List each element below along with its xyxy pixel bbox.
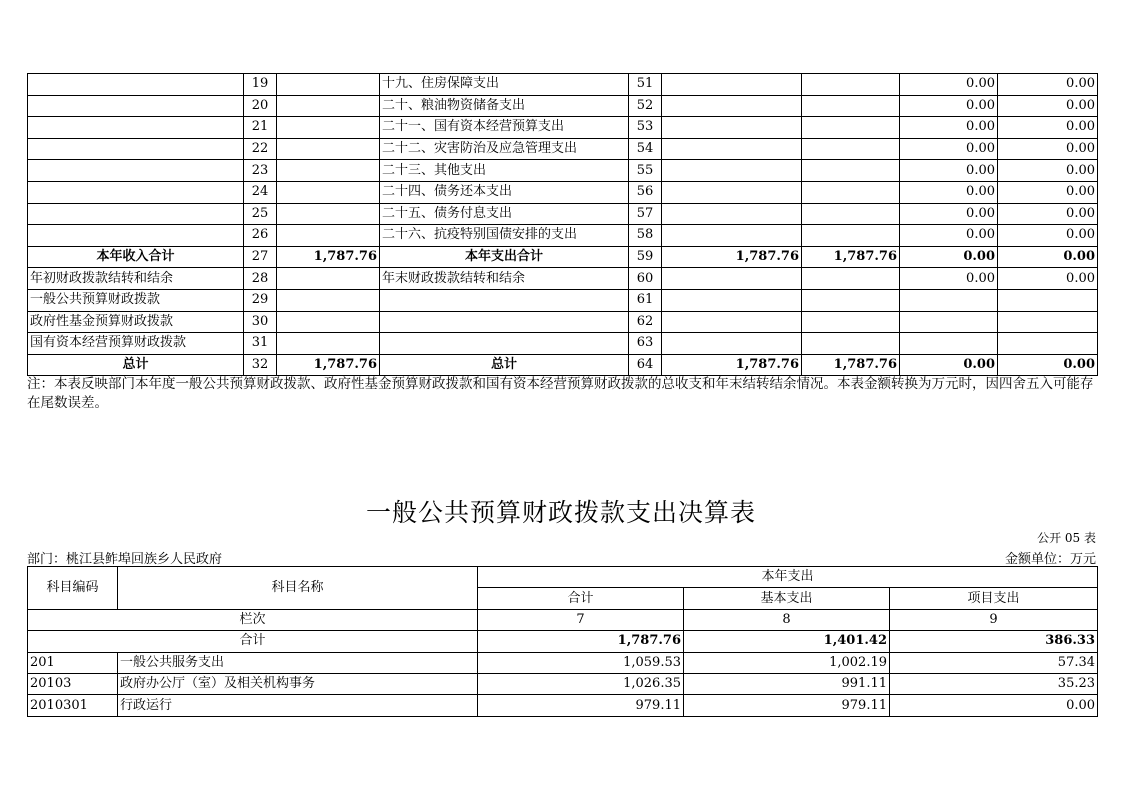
expense-line-no: 60	[629, 268, 662, 290]
row-basic: 991.11	[684, 673, 890, 694]
table-row	[28, 268, 1098, 290]
expense-total	[662, 311, 802, 333]
expense-item-label: 二十六、抗疫特别国债安排的支出	[380, 225, 629, 247]
expense-line-no: 52	[629, 95, 662, 117]
expense-line-no: 51	[629, 74, 662, 96]
header-year-expense: 本年支出	[478, 567, 1098, 588]
subject-code: 2010301	[28, 695, 118, 716]
column-number-label: 栏次	[28, 609, 478, 630]
table-row	[28, 225, 1098, 247]
expenditure-table	[27, 566, 1098, 717]
income-line-no: 32	[244, 354, 277, 376]
expense-general-budget	[802, 117, 900, 139]
table-row	[28, 138, 1098, 160]
expense-line-no: 59	[629, 246, 662, 268]
income-item-label	[28, 160, 244, 182]
income-item-label	[28, 117, 244, 139]
expense-state-capital: 0.00	[998, 117, 1098, 139]
expense-item-label	[380, 333, 629, 355]
expense-state-capital	[998, 289, 1098, 311]
expense-total	[662, 138, 802, 160]
expense-line-no: 54	[629, 138, 662, 160]
expense-state-capital: 0.00	[998, 354, 1098, 376]
expense-item-label: 二十五、债务付息支出	[380, 203, 629, 225]
table-note: 注：本表反映部门本年度一般公共预算财政拨款、政府性基金预算财政拨款和国有资本经营预算财政拨款的总收支和年末结转结余情况。本表金额转换为万元时，因四舍五入可能存在尾数误差。	[27, 376, 1094, 411]
expense-state-capital: 0.00	[998, 181, 1098, 203]
expense-general-budget	[802, 203, 900, 225]
expense-total	[662, 74, 802, 96]
expense-fund-budget: 0.00	[900, 117, 998, 139]
expense-fund-budget: 0.00	[900, 246, 998, 268]
expense-state-capital: 0.00	[998, 225, 1098, 247]
income-amount: 1,787.76	[277, 354, 380, 376]
expense-total: 1,787.76	[662, 246, 802, 268]
column-number-basic: 8	[684, 609, 890, 630]
expense-general-budget	[802, 138, 900, 160]
header-project: 项目支出	[890, 588, 1098, 609]
table-row	[28, 333, 1098, 355]
income-line-no: 25	[244, 203, 277, 225]
income-line-no: 31	[244, 333, 277, 355]
expense-total	[662, 160, 802, 182]
expense-general-budget: 1,787.76	[802, 246, 900, 268]
expense-line-no: 61	[629, 289, 662, 311]
income-amount	[277, 333, 380, 355]
page-title: 一般公共预算财政拨款支出决算表	[365, 498, 756, 527]
income-line-no: 28	[244, 268, 277, 290]
expense-item-label: 二十四、债务还本支出	[380, 181, 629, 203]
expense-fund-budget: 0.00	[900, 203, 998, 225]
income-item-label: 年初财政拨款结转和结余	[28, 268, 244, 290]
expense-fund-budget: 0.00	[900, 95, 998, 117]
expense-fund-budget: 0.00	[900, 74, 998, 96]
income-item-label: 国有资本经营预算财政拨款	[28, 333, 244, 355]
expense-state-capital: 0.00	[998, 74, 1098, 96]
sum-total: 1,787.76	[478, 631, 684, 652]
expense-total	[662, 181, 802, 203]
expense-state-capital	[998, 311, 1098, 333]
expense-general-budget	[802, 333, 900, 355]
income-item-label: 本年收入合计	[28, 246, 244, 268]
income-amount	[277, 203, 380, 225]
expense-item-label	[380, 289, 629, 311]
income-item-label: 政府性基金预算财政拨款	[28, 311, 244, 333]
subject-code: 20103	[28, 673, 118, 694]
expense-state-capital: 0.00	[998, 138, 1098, 160]
expense-state-capital: 0.00	[998, 246, 1098, 268]
expense-general-budget	[802, 311, 900, 333]
row-basic: 1,002.19	[684, 652, 890, 673]
table-row	[28, 95, 1098, 117]
table-row	[28, 74, 1098, 96]
expense-fund-budget: 0.00	[900, 181, 998, 203]
expense-fund-budget	[900, 289, 998, 311]
expense-total: 1,787.76	[662, 354, 802, 376]
row-project: 57.34	[890, 652, 1098, 673]
expense-total	[662, 203, 802, 225]
income-amount	[277, 74, 380, 96]
expense-fund-budget: 0.00	[900, 268, 998, 290]
expense-line-no: 63	[629, 333, 662, 355]
expense-line-no: 56	[629, 181, 662, 203]
expense-general-budget	[802, 74, 900, 96]
sum-label: 合计	[28, 631, 478, 652]
table-row	[28, 289, 1098, 311]
header-code: 科目编码	[28, 567, 118, 610]
header-basic: 基本支出	[684, 588, 890, 609]
column-number-project: 9	[890, 609, 1098, 630]
expense-item-label: 二十三、其他支出	[380, 160, 629, 182]
income-line-no: 29	[244, 289, 277, 311]
table-row	[28, 652, 1098, 673]
subject-code: 201	[28, 652, 118, 673]
income-amount	[277, 95, 380, 117]
income-item-label: 总计	[28, 354, 244, 376]
expense-state-capital: 0.00	[998, 160, 1098, 182]
income-line-no: 20	[244, 95, 277, 117]
table-row	[28, 181, 1098, 203]
expense-general-budget: 1,787.76	[802, 354, 900, 376]
subject-name: 一般公共服务支出	[118, 652, 478, 673]
expense-total	[662, 225, 802, 247]
column-number-row	[28, 609, 1098, 630]
expense-item-label: 十九、住房保障支出	[380, 74, 629, 96]
income-item-label: 一般公共预算财政拨款	[28, 289, 244, 311]
expense-fund-budget: 0.00	[900, 225, 998, 247]
expense-fund-budget	[900, 311, 998, 333]
table-row	[28, 354, 1098, 376]
expense-line-no: 55	[629, 160, 662, 182]
income-item-label	[28, 95, 244, 117]
income-expense-table	[27, 73, 1098, 376]
expense-total	[662, 333, 802, 355]
expense-state-capital	[998, 333, 1098, 355]
header-name: 科目名称	[118, 567, 478, 610]
expense-general-budget	[802, 225, 900, 247]
income-amount	[277, 311, 380, 333]
expense-fund-budget: 0.00	[900, 138, 998, 160]
expense-total	[662, 289, 802, 311]
table-row	[28, 117, 1098, 139]
expense-line-no: 53	[629, 117, 662, 139]
income-line-no: 23	[244, 160, 277, 182]
expense-total	[662, 95, 802, 117]
sum-row	[28, 631, 1098, 652]
income-amount	[277, 160, 380, 182]
income-amount	[277, 268, 380, 290]
row-basic: 979.11	[684, 695, 890, 716]
row-project: 35.23	[890, 673, 1098, 694]
income-amount	[277, 225, 380, 247]
expense-state-capital: 0.00	[998, 203, 1098, 225]
subject-name: 政府办公厅（室）及相关机构事务	[118, 673, 478, 694]
expense-state-capital: 0.00	[998, 268, 1098, 290]
expense-fund-budget: 0.00	[900, 160, 998, 182]
income-item-label	[28, 225, 244, 247]
sum-basic: 1,401.42	[684, 631, 890, 652]
income-amount	[277, 181, 380, 203]
expense-general-budget	[802, 268, 900, 290]
expense-line-no: 58	[629, 225, 662, 247]
table-row	[28, 246, 1098, 268]
header-total: 合计	[478, 588, 684, 609]
expense-item-label: 二十二、灾害防治及应急管理支出	[380, 138, 629, 160]
table-row	[28, 311, 1098, 333]
income-item-label	[28, 181, 244, 203]
expense-general-budget	[802, 95, 900, 117]
expense-total	[662, 268, 802, 290]
expense-line-no: 62	[629, 311, 662, 333]
row-total: 1,026.35	[478, 673, 684, 694]
expense-item-label: 年末财政拨款结转和结余	[380, 268, 629, 290]
expense-item-label: 总计	[380, 354, 629, 376]
form-code: 公开 05 表	[1037, 531, 1096, 545]
income-amount	[277, 138, 380, 160]
subject-name: 行政运行	[118, 695, 478, 716]
income-line-no: 19	[244, 74, 277, 96]
row-total: 1,059.53	[478, 652, 684, 673]
income-line-no: 21	[244, 117, 277, 139]
income-line-no: 26	[244, 225, 277, 247]
income-item-label	[28, 74, 244, 96]
header-row-1	[28, 567, 1098, 588]
expense-general-budget	[802, 160, 900, 182]
sum-project: 386.33	[890, 631, 1098, 652]
income-amount: 1,787.76	[277, 246, 380, 268]
income-amount	[277, 289, 380, 311]
income-item-label	[28, 138, 244, 160]
table-row	[28, 673, 1098, 694]
expense-general-budget	[802, 181, 900, 203]
expense-general-budget	[802, 289, 900, 311]
expense-state-capital: 0.00	[998, 95, 1098, 117]
expense-total	[662, 117, 802, 139]
income-line-no: 22	[244, 138, 277, 160]
expense-item-label	[380, 311, 629, 333]
department-label: 部门：桃江县鲊埠回族乡人民政府	[27, 552, 223, 567]
expense-fund-budget: 0.00	[900, 354, 998, 376]
income-item-label	[28, 203, 244, 225]
table-row	[28, 203, 1098, 225]
expense-item-label: 本年支出合计	[380, 246, 629, 268]
income-line-no: 24	[244, 181, 277, 203]
income-line-no: 27	[244, 246, 277, 268]
expense-line-no: 64	[629, 354, 662, 376]
table-row	[28, 695, 1098, 716]
income-line-no: 30	[244, 311, 277, 333]
expense-line-no: 57	[629, 203, 662, 225]
expense-item-label: 二十一、国有资本经营预算支出	[380, 117, 629, 139]
column-number-total: 7	[478, 609, 684, 630]
table-row	[28, 160, 1098, 182]
amount-unit-label: 金额单位：万元	[1004, 552, 1096, 567]
expense-item-label: 二十、粮油物资储备支出	[380, 95, 629, 117]
expense-fund-budget	[900, 333, 998, 355]
row-total: 979.11	[478, 695, 684, 716]
row-project: 0.00	[890, 695, 1098, 716]
income-amount	[277, 117, 380, 139]
